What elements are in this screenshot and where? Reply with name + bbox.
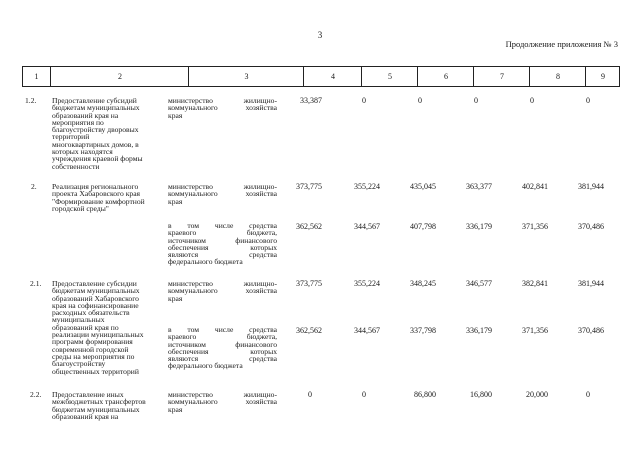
sub-value-col-5: 344,567 [354, 222, 380, 231]
value-col-5: 355,224 [354, 182, 380, 191]
value-col-7: 0 [474, 96, 478, 105]
name-line: "Формирование комфортной [52, 196, 145, 206]
value-col-9: 381,944 [578, 279, 604, 288]
continuation-label: Продолжение приложения № 3 [505, 39, 618, 49]
sub-executor-line: источником финансового [168, 235, 277, 245]
sub-value-col-6: 407,798 [410, 222, 436, 231]
sub-value-col-8: 371,356 [522, 326, 548, 335]
sub-executor-line: в том числе средства [168, 325, 277, 334]
name-line: собственности [52, 161, 100, 171]
executor-line: края [168, 293, 183, 303]
name-line: благоустройству дворовых [52, 125, 139, 135]
sub-value-col-6: 337,798 [410, 326, 436, 335]
sub-executor-line: являются средства [168, 354, 277, 364]
name-line: Предоставление субсидий [52, 96, 137, 105]
name-line: современной городской [52, 344, 129, 354]
name-line: бюджетам муниципальных [52, 404, 140, 414]
header-col-9: 9 [585, 67, 620, 86]
sub-executor-line: федерального бюджета [168, 361, 243, 371]
header-col-5: 5 [361, 67, 418, 86]
header-col-4: 4 [303, 67, 362, 86]
sub-executor-line: источником финансового [168, 339, 277, 349]
name-line: межбюджетных трансфертов [52, 397, 146, 407]
name-line: городской среды" [52, 203, 109, 213]
executor-line: коммунального хозяйства [168, 286, 277, 296]
value-col-4: 0 [308, 390, 312, 399]
name-line: образований края на [52, 411, 119, 421]
value-col-8: 402,841 [522, 182, 548, 191]
name-line: мероприятия по [52, 117, 104, 127]
sub-value-col-7: 336,179 [466, 222, 492, 231]
row-number: 2.1. [30, 279, 42, 288]
executor-line: министерство жилищно- [168, 182, 277, 191]
name-line: Предоставление субсидии [52, 279, 137, 288]
page-number: 3 [317, 30, 323, 40]
executor-line: министерство жилищно- [168, 390, 277, 399]
name-line: бюджетам муниципальных [52, 103, 140, 113]
header-col-2: 2 [50, 67, 189, 86]
row-sub-executor [168, 222, 277, 266]
value-col-6: 348,245 [410, 279, 436, 288]
value-col-9: 381,944 [578, 182, 604, 191]
header-col-7: 7 [473, 67, 530, 86]
value-col-4: 33,387 [300, 96, 322, 105]
row-name [52, 183, 164, 212]
name-line: края на софинансирование [52, 300, 139, 310]
executor-line: края [168, 404, 183, 414]
name-line: общественных территорий [52, 366, 139, 376]
value-col-7: 346,577 [466, 279, 492, 288]
name-line: программ формирования [52, 337, 133, 347]
value-col-8: 20,000 [526, 390, 548, 399]
row-name [52, 97, 164, 170]
sub-executor-line: обеспечения которых [168, 242, 277, 252]
value-col-6: 86,800 [414, 390, 436, 399]
value-col-9: 0 [586, 390, 590, 399]
value-col-8: 0 [530, 96, 534, 105]
header-col-8: 8 [529, 67, 586, 86]
sub-executor-line: обеспечения которых [168, 346, 277, 356]
name-line: учреждения краевой формы [52, 154, 143, 164]
name-line: Реализация регионального [52, 182, 139, 191]
name-line: которых находятся [52, 147, 113, 157]
header-col-6: 6 [417, 67, 474, 86]
row-name [52, 280, 164, 375]
value-col-4: 373,775 [296, 279, 322, 288]
name-line: образований края на [52, 110, 119, 120]
sub-value-col-8: 371,356 [522, 222, 548, 231]
name-line: образований края по [52, 322, 119, 332]
sub-executor-line: являются средства [168, 250, 277, 260]
value-col-7: 363,377 [466, 182, 492, 191]
sub-value-col-7: 336,179 [466, 326, 492, 335]
executor-line: коммунального хозяйства [168, 103, 277, 113]
sub-value-col-5: 344,567 [354, 326, 380, 335]
name-line: благоустройству [52, 359, 106, 369]
row-name [52, 391, 164, 420]
row-number: 2.2. [30, 390, 42, 399]
name-line: образований Хабаровского [52, 293, 139, 303]
executor-line: коммунального хозяйства [168, 397, 277, 407]
name-line: Предоставление иных [52, 390, 124, 399]
sub-value-col-9: 370,486 [578, 222, 604, 231]
name-line: муниципальных [52, 315, 105, 325]
value-col-6: 0 [418, 96, 422, 105]
value-col-4: 373,775 [296, 182, 322, 191]
sub-value-col-4: 362,562 [296, 326, 322, 335]
value-col-8: 382,841 [522, 279, 548, 288]
row-executor [168, 97, 277, 119]
sub-executor-line: краевого бюджета, [168, 228, 277, 238]
name-line: реализации муниципальных [52, 330, 144, 340]
value-col-5: 0 [362, 390, 366, 399]
executor-line: министерство жилищно- [168, 279, 277, 288]
name-line: расходных обязательств [52, 308, 130, 318]
sub-value-col-4: 362,562 [296, 222, 322, 231]
header-col-3: 3 [188, 67, 304, 86]
row-executor [168, 391, 277, 413]
executor-line: коммунального хозяйства [168, 189, 277, 199]
row-executor [168, 183, 277, 205]
row-executor [168, 280, 277, 302]
row-sub-executor [168, 326, 277, 370]
row-number: 2. [31, 182, 37, 191]
value-col-5: 0 [362, 96, 366, 105]
table-header [22, 66, 620, 87]
header-col-1: 1 [34, 72, 39, 81]
value-col-9: 0 [586, 96, 590, 105]
sub-executor-line: федерального бюджета [168, 257, 243, 267]
name-line: многоквартирных домов, в [52, 139, 139, 149]
value-col-6: 435,045 [410, 182, 436, 191]
executor-line: министерство жилищно- [168, 96, 277, 105]
sub-executor-line: краевого бюджета, [168, 332, 277, 342]
sub-value-col-9: 370,486 [578, 326, 604, 335]
executor-line: края [168, 110, 183, 120]
value-col-5: 355,224 [354, 279, 380, 288]
name-line: территорий [52, 132, 90, 142]
name-line: проекта Хабаровского края [52, 189, 141, 199]
row-number: 1.2. [25, 96, 37, 105]
executor-line: края [168, 196, 183, 206]
name-line: бюджетам муниципальных [52, 286, 140, 296]
value-col-7: 16,800 [470, 390, 492, 399]
sub-executor-line: в том числе средства [168, 221, 277, 230]
name-line: среды на мероприятия по [52, 351, 135, 361]
